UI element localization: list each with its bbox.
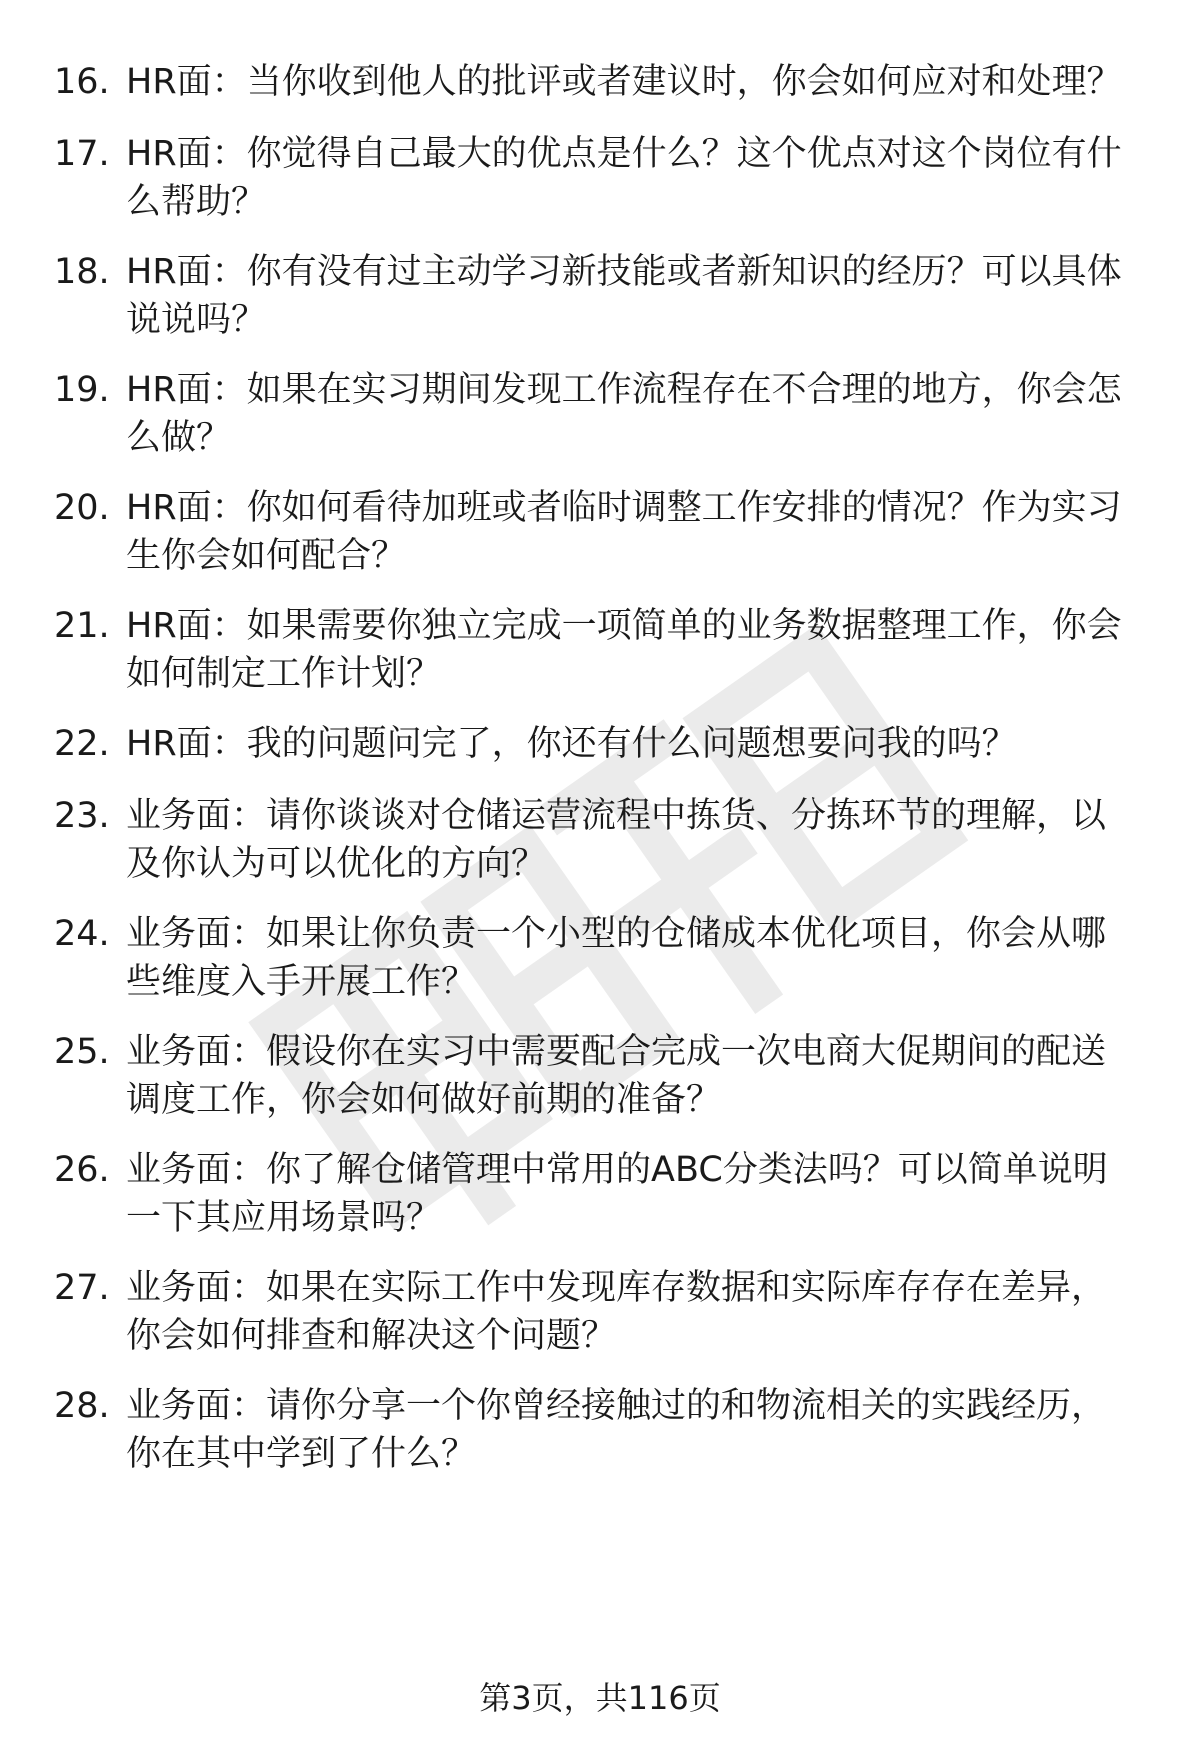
question-line: HR面：当你收到他人的批评或者建议时，你会如何应对和处理？ xyxy=(126,62,1122,102)
question-line: HR面：如果在实习期间发现工作流程存在不合理的地方，你会怎 xyxy=(126,370,1122,410)
question-text xyxy=(126,1382,1200,1478)
question-line: HR面：你如何看待加班或者临时调整工作安排的情况？作为实习 xyxy=(126,488,1122,528)
question-line: 么做？ xyxy=(126,418,232,458)
question-text xyxy=(126,1028,1200,1124)
question-number: 19. xyxy=(54,370,110,410)
question-line: 你会如何排查和解决这个问题？ xyxy=(126,1316,617,1356)
question-line: HR面：你有没有过主动学习新技能或者新知识的经历？可以具体 xyxy=(126,252,1122,292)
question-number: 22. xyxy=(54,724,110,764)
question-line: 业务面：请你谈谈对仓储运营流程中拣货、分拣环节的理解，以 xyxy=(126,796,1107,836)
question-line: 你在其中学到了什么？ xyxy=(126,1434,477,1474)
question-number: 21. xyxy=(54,606,110,646)
question-line: 些维度入手开展工作？ xyxy=(126,962,477,1002)
question-line: HR面：我的问题问完了，你还有什么问题想要问我的吗？ xyxy=(126,724,1017,764)
question-line: 业务面：如果让你负责一个小型的仓储成本优化项目，你会从哪 xyxy=(126,914,1107,954)
question-text xyxy=(126,484,1200,580)
question-text xyxy=(126,792,1200,888)
question-number: 17. xyxy=(54,134,110,174)
question-line: 生你会如何配合？ xyxy=(126,536,407,576)
question-text xyxy=(126,366,1200,462)
question-number: 24. xyxy=(54,914,110,954)
question-text xyxy=(126,1264,1200,1360)
question-number: 20. xyxy=(54,488,110,528)
question-line: 如何制定工作计划？ xyxy=(126,654,442,694)
question-number: 27. xyxy=(54,1268,110,1308)
question-number: 23. xyxy=(54,796,110,836)
question-text xyxy=(126,910,1200,1006)
question-text xyxy=(126,720,1200,768)
question-line: HR面：你觉得自己最大的优点是什么？这个优点对这个岗位有什 xyxy=(126,134,1122,174)
question-text xyxy=(126,130,1200,226)
question-number: 18. xyxy=(54,252,110,292)
question-line: 么帮助？ xyxy=(126,182,267,222)
question-number: 25. xyxy=(54,1032,110,1072)
question-line: 业务面：如果在实际工作中发现库存数据和实际库存存在差异， xyxy=(126,1268,1107,1308)
question-line: 调度工作，你会如何做好前期的准备？ xyxy=(126,1080,722,1120)
question-line: 一下其应用场景吗？ xyxy=(126,1198,442,1238)
question-line: 业务面：你了解仓储管理中常用的ABC分类法吗？可以简单说明 xyxy=(126,1150,1108,1190)
question-text xyxy=(126,1146,1200,1242)
question-text xyxy=(126,602,1200,698)
question-number: 28. xyxy=(54,1386,110,1426)
question-number: 26. xyxy=(54,1150,110,1190)
question-line: 及你认为可以优化的方向？ xyxy=(126,844,547,884)
question-text xyxy=(126,58,1200,106)
question-line: 业务面：请你分享一个你曾经接触过的和物流相关的实践经历， xyxy=(126,1386,1107,1426)
question-number: 16. xyxy=(54,62,110,102)
question-line: 说说吗？ xyxy=(126,300,267,340)
page-number: 第3页，共116页 xyxy=(479,1679,721,1717)
question-line: 业务面：假设你在实习中需要配合完成一次电商大促期间的配送 xyxy=(126,1032,1107,1072)
question-line: HR面：如果需要你独立完成一项简单的业务数据整理工作，你会 xyxy=(126,606,1122,646)
question-text xyxy=(126,248,1200,344)
